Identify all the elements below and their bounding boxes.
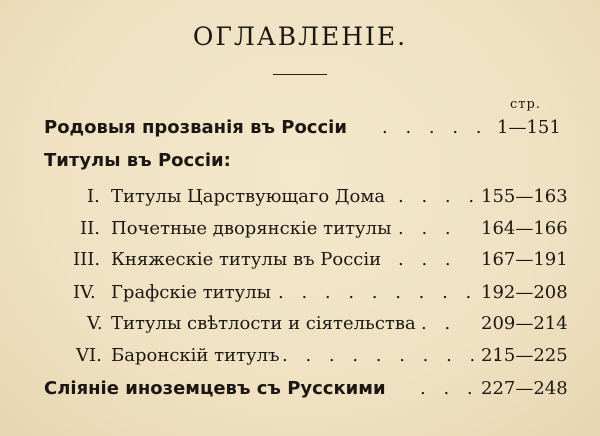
toc-subentry-numeral: VI. [76, 345, 102, 366]
toc-subentry-pages: 155—163 [481, 186, 568, 207]
toc-subentry-label: Графскіе титулы [111, 282, 271, 303]
toc-entry-section-1-dots: . . . . . [382, 117, 488, 138]
title-divider [273, 74, 327, 75]
toc-entry-section-1-pages: 1—151 [497, 117, 561, 138]
toc-entry-section-3-pages: 227—248 [481, 378, 568, 399]
page-title: ОГЛАВЛЕНІЕ. [192, 22, 408, 51]
toc-subentry-numeral: III. [73, 249, 101, 270]
page-column-label: стр. [510, 97, 541, 112]
toc-subentry-numeral: I. [87, 186, 100, 207]
toc-subentry-pages: 215—225 [481, 345, 568, 366]
toc-subentry-numeral: II. [80, 218, 100, 239]
toc-subentry-dots: . . . [398, 218, 457, 239]
toc-subentry-numeral: V. [87, 313, 103, 334]
toc-subentry-dots: . . . . . . . . . . [282, 345, 505, 366]
toc-subentry-dots: . . . . [398, 186, 481, 207]
toc-entry-section-3-label: Сліяніе иноземцевъ съ Русскими [44, 378, 386, 399]
toc-subentry-label: Княжескіе титулы въ Россіи [111, 249, 382, 270]
toc-subentry-label: Баронскій титулъ [111, 345, 280, 366]
toc-subentry-numeral: IV. [73, 282, 96, 303]
toc-subentry-dots: . . . [398, 249, 457, 270]
toc-subentry-label: Титулы Царствующаго Дома [111, 186, 386, 207]
toc-subentry-label: Титулы свѣтлости и сіятельства [111, 313, 416, 334]
toc-entry-section-2-label: Титулы въ Россіи: [44, 150, 231, 171]
toc-subentry-dots: . . . . . . . . . [278, 282, 478, 303]
toc-subentry-pages: 164—166 [481, 218, 568, 239]
toc-subentry-pages: 167—191 [481, 249, 568, 270]
toc-subentry-dots: . . [421, 313, 457, 334]
toc-entry-section-3-dots: . . . [420, 378, 479, 399]
toc-entry-section-1-label: Родовыя прозванія въ Россіи [44, 117, 347, 138]
toc-subentry-label: Почетные дворянскіе титулы [111, 218, 392, 239]
toc-subentry-pages: 192—208 [481, 282, 568, 303]
toc-subentry-pages: 209—214 [481, 313, 568, 334]
